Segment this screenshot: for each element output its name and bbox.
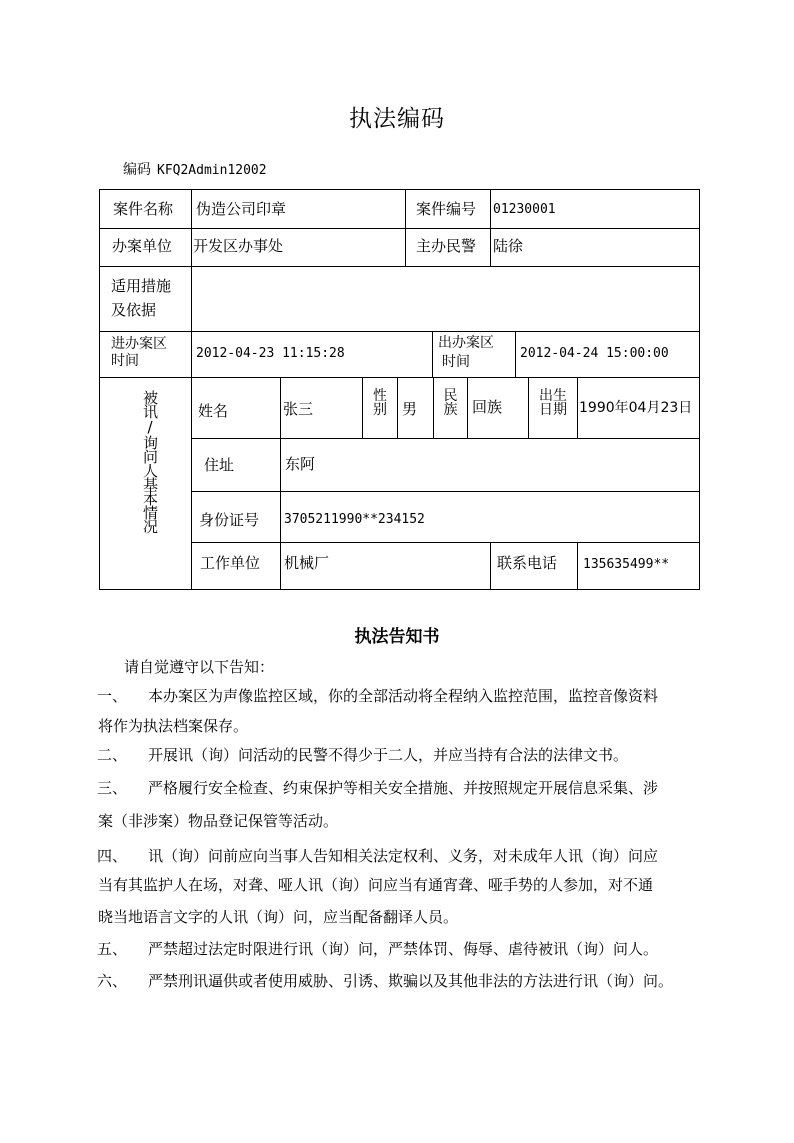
birth-label: 出生 日期 [539, 388, 567, 418]
exit-time-label-line1: 出办案区 [438, 335, 494, 351]
work-label: 工作单位 [200, 554, 261, 572]
enter-time-label-line1: 进办案区 [111, 336, 167, 352]
phone-label: 联系电话 [497, 554, 558, 572]
enter-time-label-line2: 时间 [111, 353, 139, 369]
exit-time-label-line2: 时间 [442, 354, 470, 370]
item-1-line-1: 本办案区为声像监控区域，你的全部活动将全程纳入监控范围，监控音像资料 [148, 687, 659, 705]
unit-value: 开发区办事处 [193, 237, 284, 255]
address-label: 住址 [204, 456, 235, 474]
phone-value: 135635499** [583, 557, 670, 572]
officer-value: 陆徐 [493, 237, 524, 255]
item-6-line-1: 严禁刑讯逼供或者使用威胁、引诱、欺骗以及其他非法的方法进行讯（询）问。 [148, 972, 674, 990]
exit-time-value: 2012-04-24 15:00:00 [520, 346, 669, 361]
case-name-label: 案件名称 [113, 200, 174, 218]
birth-value: 1990年04月23日 [579, 400, 693, 416]
code-label: 编码 [123, 162, 151, 178]
item-3-line-1: 严格履行安全检查、约束保护等相关安全措施、并按照规定开展信息采集、涉 [148, 779, 659, 797]
name-label: 姓名 [198, 402, 229, 420]
name-value: 张三 [283, 400, 314, 418]
officer-label: 主办民警 [416, 237, 477, 255]
item-5-line-1: 严禁超过法定时限进行讯（询）问，严禁体罚、侮辱、虐待被讯（询）问人。 [148, 940, 659, 958]
sex-label: 性 别 [373, 388, 387, 418]
sex-value: 男 [402, 400, 418, 418]
work-value: 机械厂 [284, 554, 330, 572]
item-4-number: 四、 [97, 847, 128, 865]
case-no-label: 案件编号 [416, 200, 477, 218]
unit-label: 办案单位 [112, 237, 173, 255]
item-1-number: 一、 [97, 687, 128, 705]
item-2-line-1: 开展讯（询）问活动的民警不得少于二人，并应当持有合法的法律文书。 [148, 746, 629, 764]
enter-time-value: 2012-04-23 11:15:28 [196, 346, 345, 361]
person-section-label: 被讯/询问人基本情况 [141, 390, 159, 533]
document-title: 执法编码 [349, 106, 445, 132]
measures-label-line2: 及依据 [111, 301, 157, 319]
code-value: KFQ2Admin12002 [157, 163, 267, 178]
notice-intro: 请自觉遵守以下告知： [124, 658, 275, 676]
address-value: 东阿 [285, 455, 316, 473]
item-1-line-2: 将作为执法档案保存。 [98, 717, 249, 735]
id-value: 3705211990**234152 [284, 512, 425, 527]
item-4-line-1: 讯（询）问前应向当事人告知相关法定权利、义务，对未成年人讯（询）问应 [148, 847, 659, 865]
ethnic-value: 回族 [472, 398, 503, 416]
item-6-number: 六、 [97, 972, 128, 990]
item-3-line-2: 案（非涉案）物品登记保管等活动。 [98, 812, 339, 830]
notice-title: 执法告知书 [354, 627, 440, 647]
item-3-number: 三、 [97, 779, 128, 797]
measures-label-line1: 适用措施 [111, 277, 172, 295]
item-4-line-3: 晓当地语言文字的人讯（询）问，应当配备翻译人员。 [98, 908, 459, 926]
item-2-number: 二、 [97, 746, 128, 764]
ethnic-label: 民 族 [443, 388, 458, 418]
item-4-line-2: 当有其监护人在场，对聋、哑人讯（询）问应当有通宵聋、哑手势的人参加，对不通 [98, 876, 654, 894]
item-5-number: 五、 [97, 940, 128, 958]
case-no-value: 01230001 [493, 202, 556, 217]
case-name-value: 伪造公司印章 [196, 200, 287, 218]
code-line [123, 159, 267, 179]
id-label: 身份证号 [199, 511, 260, 529]
